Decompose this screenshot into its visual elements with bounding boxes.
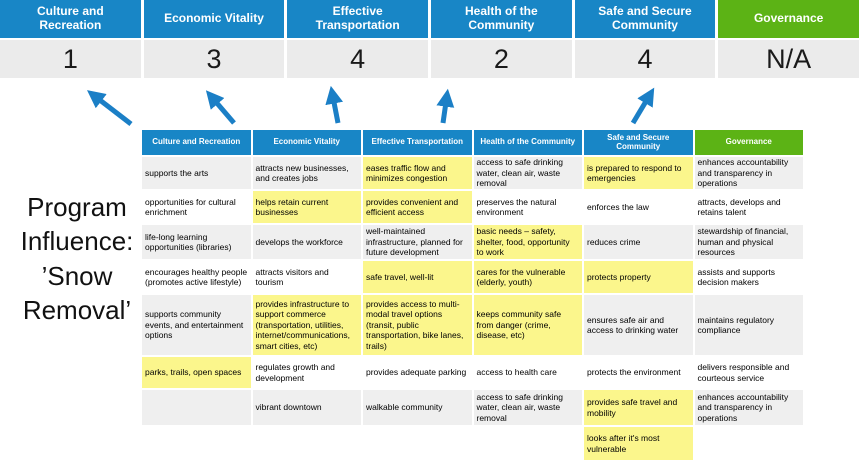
matrix-cell: supports the arts xyxy=(142,157,251,189)
matrix-header-cell: Safe and Secure Community xyxy=(584,130,693,155)
matrix-cell: access to safe drinking water, clean air, waste removal xyxy=(474,390,583,425)
priority-label: Effective Transportation xyxy=(287,0,428,38)
matrix-cell xyxy=(142,427,251,460)
matrix-header-cell: Health of the Community xyxy=(474,130,583,155)
priority-column xyxy=(575,0,716,78)
matrix-cell: vibrant downtown xyxy=(253,390,362,425)
matrix-cell: attracts visitors and tourism xyxy=(253,261,362,293)
up-right-arrow-icon xyxy=(633,93,651,123)
matrix-cell: ensures safe air and access to drinking water xyxy=(584,295,693,355)
matrix-cell-highlighted: is prepared to respond to emergencies xyxy=(584,157,693,189)
priority-scoreboard xyxy=(0,0,859,78)
matrix-cell-highlighted: provides convenient and efficient access xyxy=(363,191,472,223)
matrix-cell: enhances accountability and transparency in operations xyxy=(695,390,804,425)
matrix-cell: provides adequate parking xyxy=(363,357,472,388)
matrix-cell: life-long learning opportunities (libraries) xyxy=(142,225,251,259)
matrix-cell: supports community events, and entertainment options xyxy=(142,295,251,355)
matrix-cell: reduces crime xyxy=(584,225,693,259)
program-influence-title: Program Influence: ’Snow Removal’ xyxy=(20,192,134,325)
priority-score: 4 xyxy=(287,40,428,78)
matrix-cell: attracts, develops and retains talent xyxy=(695,191,804,223)
priority-column xyxy=(0,0,141,78)
priority-label: Economic Vitality xyxy=(144,0,285,38)
matrix-cell: preserves the natural environment xyxy=(474,191,583,223)
matrix-cell: walkable community xyxy=(363,390,472,425)
matrix-cell: opportunities for cultural enrichment xyxy=(142,191,251,223)
priority-score: N/A xyxy=(718,40,859,78)
matrix-cell-highlighted: provides safe travel and mobility xyxy=(584,390,693,425)
matrix-cell: encourages healthy people (promotes active lifestyle) xyxy=(142,261,251,293)
priority-score: 2 xyxy=(431,40,572,78)
matrix-cell xyxy=(695,427,804,460)
matrix-header-cell: Effective Transportation xyxy=(363,130,472,155)
matrix-cell: protects the environment xyxy=(584,357,693,388)
priority-column xyxy=(718,0,859,78)
matrix-cell-highlighted: basic needs – safety, shelter, food, opportunity to work xyxy=(474,225,583,259)
matrix-header-cell: Governance xyxy=(695,130,804,155)
matrix-cell: assists and supports decision makers xyxy=(695,261,804,293)
up-left-arrow-icon xyxy=(92,94,131,124)
matrix-cell: access to health care xyxy=(474,357,583,388)
priority-score: 3 xyxy=(144,40,285,78)
matrix-cell-highlighted: keeps community safe from danger (crime, disease, etc) xyxy=(474,295,583,355)
matrix-cell-highlighted: looks after it's most vulnerable xyxy=(584,427,693,460)
priority-label: Safe and Secure Community xyxy=(575,0,716,38)
matrix-cell: well-maintained infrastructure, planned for future development xyxy=(363,225,472,259)
matrix-cell: attracts new businesses, and creates jobs xyxy=(253,157,362,189)
matrix-cell-highlighted: safe travel, well-lit xyxy=(363,261,472,293)
matrix-cell-highlighted: provides access to multi-modal travel options (transit, public transportation, bike lanes, trails) xyxy=(363,295,472,355)
matrix-cell: delivers responsible and courteous service xyxy=(695,357,804,388)
matrix-cell: enhances accountability and transparency in operations xyxy=(695,157,804,189)
matrix-cell-highlighted: cares for the vulnerable (elderly, youth) xyxy=(474,261,583,293)
priority-label: Governance xyxy=(718,0,859,38)
matrix-header-cell: Culture and Recreation xyxy=(142,130,251,155)
up-left-arrow-icon xyxy=(210,95,234,123)
priority-score: 4 xyxy=(575,40,716,78)
priority-column xyxy=(144,0,285,78)
up-arrow-icon xyxy=(443,95,447,123)
matrix-cell: maintains regulatory compliance xyxy=(695,295,804,355)
matrix-cell-highlighted: parks, trails, open spaces xyxy=(142,357,251,388)
matrix-cell xyxy=(363,427,472,460)
matrix-cell xyxy=(253,427,362,460)
priority-column xyxy=(431,0,572,78)
up-arrow-icon xyxy=(332,92,338,123)
priority-score: 1 xyxy=(0,40,141,78)
matrix-cell: access to safe drinking water, clean air, waste removal xyxy=(474,157,583,189)
matrix-cell: develops the workforce xyxy=(253,225,362,259)
matrix-cell xyxy=(142,390,251,425)
matrix-header-cell: Economic Vitality xyxy=(253,130,362,155)
matrix-cell: stewardship of financial, human and physical resources xyxy=(695,225,804,259)
matrix-cell-highlighted: protects property xyxy=(584,261,693,293)
matrix-cell: regulates growth and development xyxy=(253,357,362,388)
matrix-cell-highlighted: provides infrastructure to support commerce (transportation, utilities, internet/communications, smart cities, etc) xyxy=(253,295,362,355)
priority-column xyxy=(287,0,428,78)
priority-label: Health of the Community xyxy=(431,0,572,38)
matrix-cell: enforces the law xyxy=(584,191,693,223)
matrix-cell-highlighted: eases traffic flow and minimizes congestion xyxy=(363,157,472,189)
matrix-cell xyxy=(474,427,583,460)
priority-label: Culture and Recreation xyxy=(0,0,141,38)
matrix-cell-highlighted: helps retain current businesses xyxy=(253,191,362,223)
influence-matrix-table xyxy=(142,130,803,460)
